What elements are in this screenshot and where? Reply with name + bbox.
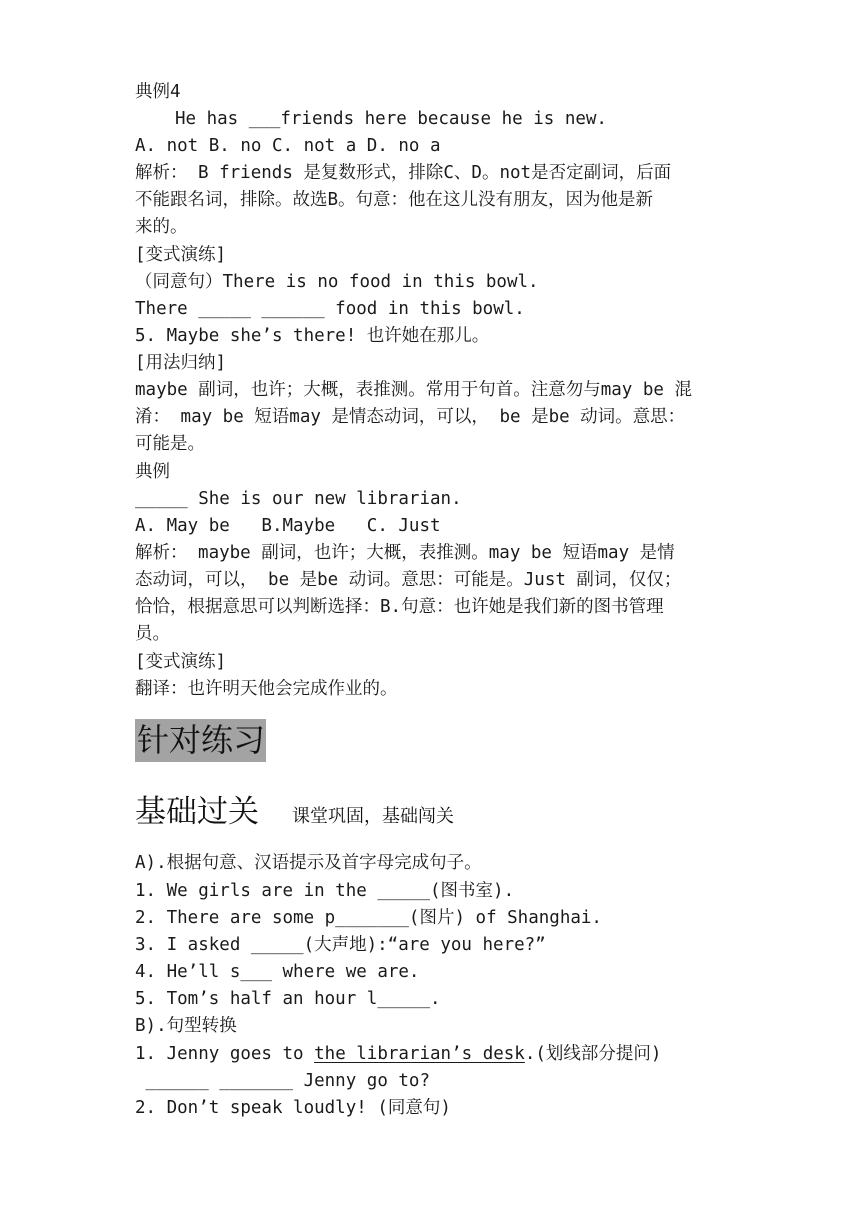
exercise-a-1: 1. We girls are in the _____(图书室). xyxy=(135,881,515,901)
analysis-line-1: 解析： B friends 是复数形式，排除C、D。not是否定副词，后面 xyxy=(135,163,672,183)
exercise-a-5: 5. Tom’s half an hour l_____. xyxy=(135,989,441,1009)
synonym-blank-sentence: There _____ ______ food in this bowl. xyxy=(135,299,525,319)
subsection-note: 课堂巩固，基础闯关 xyxy=(292,806,454,827)
usage-line-1: maybe 副词，也许；大概，表推测。常用于句首。注意勿与may be 混 xyxy=(135,380,692,400)
variant-practice-label: [变式演练] xyxy=(135,245,227,265)
example-4-label: 典例4 xyxy=(135,82,181,102)
analysis-2-line-1: 解析： maybe 副词，也许；大概，表推测。may be 短语may 是情 xyxy=(135,543,675,563)
usage-summary-label: [用法归纳] xyxy=(135,353,227,373)
exercise-a-2: 2. There are some p_______(图片) of Shanghai. xyxy=(135,908,602,928)
exercise-b-1-answer: ______ _______ Jenny go to? xyxy=(135,1071,431,1091)
synonym-sentence: （同意句）There is no food in this bowl. xyxy=(135,272,539,292)
analysis-2-line-4: 员。 xyxy=(135,624,170,644)
analysis-2-line-3: 恰恰，根据意思可以判断选择：B.句意：也许她是我们新的图书管理 xyxy=(135,597,664,617)
exercise-b-2: 2. Don’t speak loudly! (同意句) xyxy=(135,1098,451,1118)
analysis-line-2: 不能跟名词，排除。故选B。句意：他在这儿没有朋友，因为他是新 xyxy=(135,190,654,210)
exercise-b-1-suffix: .(划线部分提问) xyxy=(524,1044,662,1064)
example-options: A. not B. no C. not a D. no a xyxy=(135,136,441,156)
section-heading: 针对练习 xyxy=(137,721,266,759)
exercise-a-3: 3. I asked _____(大声地):“are you here?” xyxy=(135,935,546,955)
subsection-heading: 基础过关 xyxy=(135,794,259,830)
example-question: He has ___friends here because he is new. xyxy=(175,109,607,129)
usage-line-2: 淆： may be 短语may 是情态动词，可以， be 是be 动词。意思： xyxy=(135,407,686,427)
translation-task: 翻译：也许明天他会完成作业的。 xyxy=(135,679,398,699)
analysis-2-line-2: 态动词，可以， be 是be 动词。意思：可能是。Just 副词，仅仅； xyxy=(135,570,682,590)
analysis-line-3: 来的。 xyxy=(135,217,188,237)
example-2-question: _____ She is our new librarian. xyxy=(135,489,462,509)
part-b-instruction: B).句型转换 xyxy=(135,1016,237,1036)
example-2-options: A. May be B.Maybe C. Just xyxy=(135,516,441,536)
usage-line-3: 可能是。 xyxy=(135,434,205,454)
exercise-b-1-prefix: 1. Jenny goes to xyxy=(135,1044,315,1064)
part-a-instruction: A).根据句意、汉语提示及首字母完成句子。 xyxy=(135,853,482,873)
exercise-b-1-underlined: the librarian’s desk xyxy=(314,1044,525,1064)
exercise-b-1 xyxy=(135,1043,661,1065)
example-label: 典例 xyxy=(135,462,170,482)
variant-practice-label-2: [变式演练] xyxy=(135,652,227,672)
exercise-a-4: 4. He’ll s___ where we are. xyxy=(135,962,420,982)
point-5-maybe: 5. Maybe she’s there! 也许她在那儿。 xyxy=(135,326,490,346)
section-heading-highlight xyxy=(135,719,266,762)
